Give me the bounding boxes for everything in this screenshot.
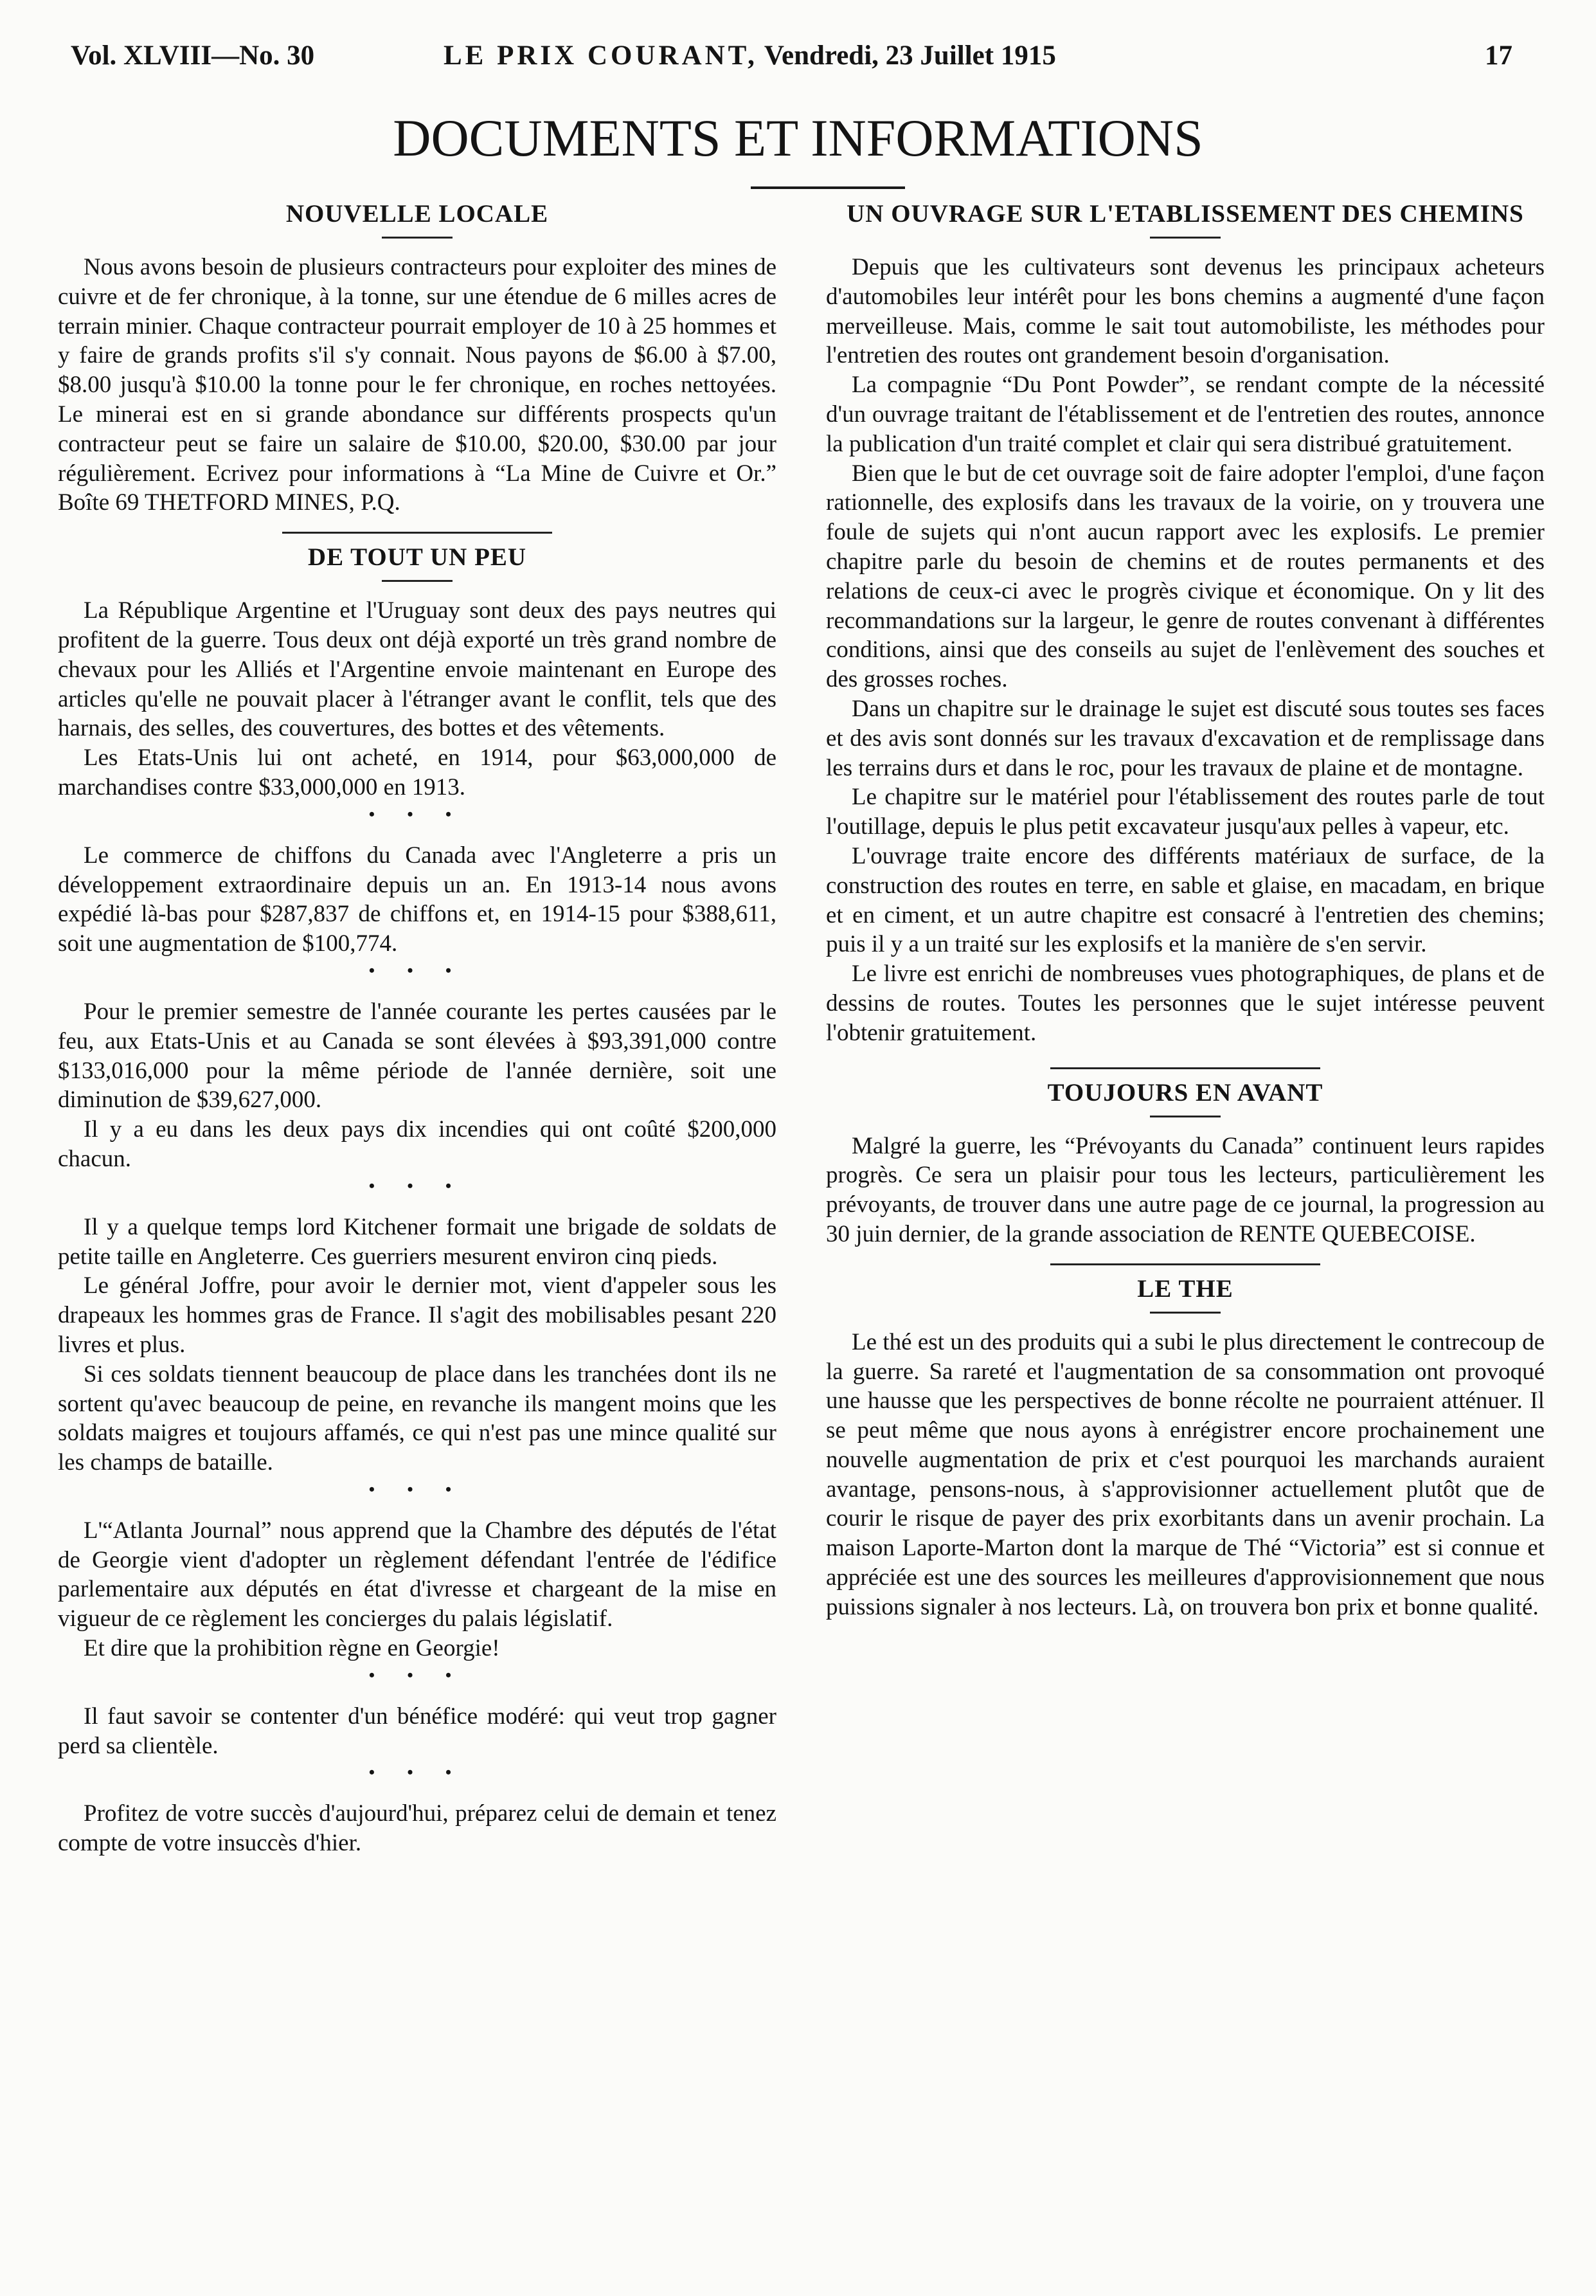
paragraph: Profitez de votre succès d'aujourd'hui, préparez celui de demain et tenez compte de votre insuccès d'hier. bbox=[58, 1800, 776, 1857]
section-divider bbox=[1050, 1067, 1320, 1069]
paragraph: Malgré la guerre, les “Prévoyants du Canada” continuent leurs rapides progrès. Ce sera un plaisir pour tous les lecteurs, particulièrement les prévoyants, de trouver dans une autre page de ce journal, la progression au 30 juin dernier, de la grande association de RENTE QUEBECOISE. bbox=[826, 1132, 1545, 1247]
paragraph: Nous avons besoin de plusieurs contracteurs pour exploiter des mines de cuivre et de fer chronique, à la tonne, sur une étendue de 6 milles acres de terrain minier. Chaque contracteur pourrait employer de 10 à 25 hommes et y faire de grands profits s'il s'y connait. Nous payons de $6.00 à $7.00, $8.00 jusqu'à $10.00 la tonne pour le fer chronique, en roches nettoyées. Le minerai est en si grande abondance sur différents prospects qu'un contracteur peut se faire un salaire de $10.00, $20.00, $30.00 par jour régulièrement. Ecrivez pour informations à “La Mine de Cuivre et Or.” Boîte 69 THETFORD MINES, P.Q. bbox=[58, 254, 776, 516]
paragraph: Bien que le but de cet ouvrage soit de faire adopter l'emploi, d'une façon rationnelle, des explosifs dans les travaux de la voirie, on y trouvera une foule de sujets qui n'ont aucun rapport avec les explosifs. Le premier chapitre parle du besoin de chemins et de routes permanents et des relations de ceux-ci avec le progrès civique et économique. On y lit des recommandations sur la largeur, le genre de routes convenant à différentes conditions, ainsi que des conseils au sujet de l'enlèvement des souches et des grosses roches. bbox=[826, 460, 1545, 693]
right-column bbox=[826, 201, 1545, 1622]
paragraph: L'“Atlanta Journal” nous apprend que la Chambre des députés de l'état de Georgie vient d'adopter un règlement défendant l'entrée de l'édifice parlementaire aux députés en état d'ivresse et chargeant de la mise en vigueur de ce règlement les concierges du palais législatif. bbox=[58, 1517, 776, 1632]
publication-name: LE PRIX COURANT, bbox=[444, 41, 758, 71]
issue-date: Vendredi, 23 Juillet 1915 bbox=[757, 41, 1056, 71]
section-rule bbox=[1150, 1312, 1221, 1314]
paragraph: Si ces soldats tiennent beaucoup de place dans les tranchées dont ils ne sortent qu'avec beaucoup de peine, en revanche ils mangent moins que les soldats maigres et toujours affamés, ce qui n'est pas une mince qualité sur les champs de bataille. bbox=[58, 1360, 776, 1476]
page-header bbox=[0, 40, 1596, 85]
paragraph: Il y a eu dans les deux pays dix incendies qui ont coûté $200,000 chacun. bbox=[58, 1116, 776, 1172]
paragraph: La compagnie “Du Pont Powder”, se rendant compte de la nécessité d'un ouvrage traitant de l'établissement et de l'entretien des routes, annonce la publication d'un traité complet et clair qui sera distribué gratuitement. bbox=[826, 372, 1545, 457]
page-title: DOCUMENTS ET INFORMATIONS bbox=[393, 109, 1203, 167]
paragraph: Les Etats-Unis lui ont acheté, en 1914, pour $63,000,000 de marchandises contre $33,000,000 en 1913. bbox=[58, 745, 776, 800]
separator-dots: • • • bbox=[368, 961, 466, 980]
paragraph: Le chapitre sur le matériel pour l'établissement des routes parle de tout l'outillage, depuis le plus petit excavateur jusqu'aux pelles à vapeur, etc. bbox=[826, 784, 1545, 840]
separator-dots: • • • bbox=[368, 804, 466, 824]
section-heading-ouvrage: UN OUVRAGE SUR L'ETABLISSEMENT DES CHEMINS bbox=[847, 200, 1524, 228]
paragraph: Le thé est un des produits qui a subi le plus directement le contrecoup de la guerre. Sa rareté et l'augmentation de sa consommation ont provoqué une hausse que les perspectives de bonne récolte ne pourraient atténuer. Il se peut même que nous ayons à enrégistrer encore prochainement une nouvelle augmentation de prix et c'est pourquoi les marchands auraient avantage, pensons-nous, à s'approvisionner actuellement plutôt que de courir le risque de payer des prix exorbitants dans un avenir prochain. La maison Laporte-Marton dont la marque de Thé “Victoria” est si connue et appréciée est une des sources les meilleures d'approvisionnement que nous puissions signaler à nos lecteurs. Là, on trouvera bon prix et bonne qualité. bbox=[826, 1328, 1545, 1620]
volume-number: Vol. XLVIII—No. 30 bbox=[71, 41, 315, 71]
paragraph: Le livre est enrichi de nombreuses vues photographiques, de plans et de dessins de routes. Toutes les personnes que le sujet intéresse peuvent l'obtenir gratuitement. bbox=[826, 961, 1545, 1046]
section-rule bbox=[1150, 237, 1221, 239]
section-heading-nouvelle-locale: NOUVELLE LOCALE bbox=[285, 200, 549, 228]
section-rule bbox=[382, 580, 453, 582]
section-divider bbox=[282, 532, 552, 534]
title-rule bbox=[751, 186, 905, 189]
paragraph: Depuis que les cultivateurs sont devenus les principaux acheteurs d'automobiles leur intérêt pour les bons chemins a augmenté d'une façon merveilleuse. Mais, comme le sait tout automobiliste, les méthodes pour l'entretien des routes ont grandement besoin d'organisation. bbox=[826, 254, 1545, 369]
paragraph: Le général Joffre, pour avoir le dernier mot, vient d'appeler sous les drapeaux les hommes gras de France. Il s'agit des mobilisables pesant 220 livres et plus. bbox=[58, 1272, 776, 1358]
page-number: 17 bbox=[1485, 41, 1512, 71]
paragraph: Dans un chapitre sur le drainage le sujet est discuté sous toutes ses faces et des avis sont donnés sur les travaux d'excavation et de remplissage dans les terrains durs et dans le roc, pour les travaux de plaine et de montagne. bbox=[826, 695, 1545, 781]
section-heading-de-tout-un-peu: DE TOUT UN PEU bbox=[307, 543, 527, 572]
paragraph: La République Argentine et l'Uruguay sont deux des pays neutres qui profitent de la guerre. Tous deux ont déjà exporté un très grand nombre de chevaux pour les Alliés et l'Argentine envoie maintenant en Europe des articles qu'elle ne pouvait placer à l'étranger avant le conflit, tels que des harnais, des selles, des couvertures, des bottes et des vêtements. bbox=[58, 597, 776, 742]
section-heading-le-the: LE THE bbox=[1137, 1274, 1233, 1303]
separator-dots: • • • bbox=[368, 1176, 466, 1195]
section-rule bbox=[382, 237, 453, 239]
separator-dots: • • • bbox=[368, 1479, 466, 1499]
paragraph: Il y a quelque temps lord Kitchener formait une brigade de soldats de petite taille en Angleterre. Ces guerriers mesurent environ cinq pieds. bbox=[58, 1213, 776, 1270]
paragraph: Et dire que la prohibition règne en Georgie! bbox=[84, 1635, 500, 1662]
paragraph: Il faut savoir se contenter d'un bénéfice modéré: qui veut trop gagner perd sa clientèle. bbox=[58, 1703, 776, 1759]
section-heading-toujours-en-avant: TOUJOURS EN AVANT bbox=[1047, 1078, 1323, 1107]
left-column bbox=[58, 201, 776, 1858]
separator-dots: • • • bbox=[368, 1763, 466, 1782]
separator-dots: • • • bbox=[368, 1665, 466, 1685]
paragraph: Pour le premier semestre de l'année courante les pertes causées par le feu, aux Etats-Unis et au Canada se sont élevées à $93,391,000 contre $133,016,000 pour la même période de l'année dernière, soit une diminution de $39,627,000. bbox=[58, 998, 776, 1114]
publication-line bbox=[444, 40, 1056, 71]
paragraph: Le commerce de chiffons du Canada avec l'Angleterre a pris un développement extraordinaire depuis un an. En 1913-14 nous avons expédié là-bas pour $287,837 de chiffons et, en 1914-15 pour $388,611, soit une augmentation de $100,774. bbox=[58, 842, 776, 957]
section-rule bbox=[1150, 1116, 1221, 1117]
section-divider bbox=[1050, 1263, 1320, 1265]
paragraph: L'ouvrage traite encore des différents matériaux de surface, de la construction des routes en terre, en sable et glaise, en macadam, en brique et en ciment, et un autre chapitre est consacré à l'entretien des chemins; puis il y a un traité sur les explosifs et la manière de s'en servir. bbox=[826, 842, 1545, 958]
